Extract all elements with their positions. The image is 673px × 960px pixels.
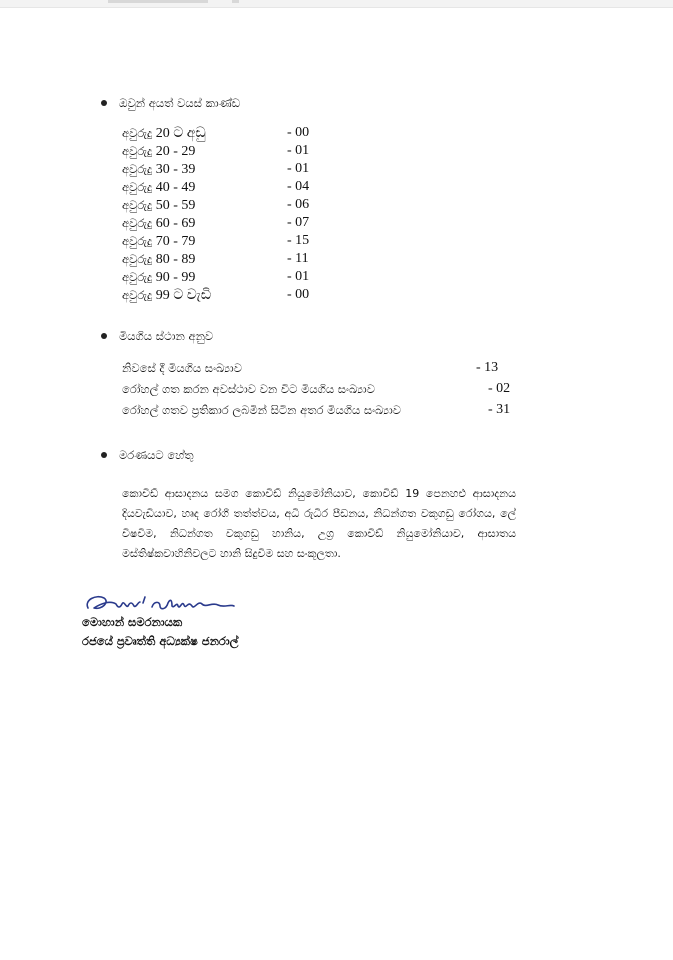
place-row bbox=[122, 358, 522, 378]
age-prefix: අවුරුදු bbox=[122, 126, 156, 140]
signatory-name: මොහාන් සමරනායක bbox=[82, 615, 183, 629]
age-range: 99 ට වැඩි bbox=[155, 288, 212, 303]
age-row bbox=[122, 250, 322, 268]
age-section-heading bbox=[101, 96, 240, 110]
age-range: 60 - 69 bbox=[155, 216, 196, 231]
age-count: - 01 bbox=[287, 269, 310, 284]
age-prefix: අවුරුදු bbox=[122, 198, 156, 212]
age-prefix: අවුරුදු bbox=[122, 216, 156, 230]
place-section-heading bbox=[101, 329, 213, 343]
age-count: - 00 bbox=[287, 287, 310, 302]
cause-heading-text: මරණයට හේතු bbox=[119, 448, 194, 462]
age-count: - 15 bbox=[287, 233, 310, 248]
place-label: නිවසේ දී මියගිය සංඛ්‍යාව bbox=[122, 361, 242, 375]
cause-section-heading bbox=[101, 448, 194, 462]
age-row bbox=[122, 178, 322, 196]
age-range: 80 - 89 bbox=[155, 252, 196, 267]
bullet-icon bbox=[101, 333, 107, 339]
cause-paragraph: කොවිඩ් ආසාදනය සමග කොවිඩ් නියුමෝනියාව, කොවිඩ් 19 පෙනහළු ආසාදනය දියවැඩියාව, හෘද රෝගී තත්ත්වය, අධි රුධිර පීඩනය, නිධන්ගත වකුගඩු රෝගය, ලේ විෂවීම, නිධන්ගත වකුගඩු හානිය, උග්‍ර කොවිඩ් නියුමෝනියාව, ආසාතය මස්තිෂ්කවාහිනිවලට හානි සිදුවීම සහ සංකූලතා. bbox=[122, 487, 516, 560]
age-heading-text: ඔවුන් අයත් වයස් කාණ්ඩ bbox=[119, 96, 241, 110]
age-prefix: අවුරුදු bbox=[122, 144, 156, 158]
signatory-title: රජයේ ප්‍රවෘත්ති අධ්‍යක්ෂ ජනරාල් bbox=[82, 634, 239, 648]
bullet-icon bbox=[101, 452, 107, 458]
age-row bbox=[122, 142, 322, 160]
top-edge-mark bbox=[232, 0, 239, 3]
age-range: 20 ට අඩු bbox=[155, 126, 206, 141]
age-count: - 01 bbox=[287, 161, 310, 176]
age-range: 20 - 29 bbox=[155, 144, 196, 159]
place-row bbox=[122, 379, 522, 399]
age-prefix: අවුරුදු bbox=[122, 180, 156, 194]
place-label: රෝහල් ගත කරන අවස්ථාව වන විට මියගිය සංඛ්‍යාව bbox=[122, 382, 375, 396]
age-row bbox=[122, 124, 322, 142]
age-range: 50 - 59 bbox=[155, 198, 196, 213]
age-count: - 04 bbox=[287, 179, 310, 194]
age-count: - 01 bbox=[287, 143, 310, 158]
age-count: - 11 bbox=[287, 251, 309, 266]
top-edge-strip bbox=[0, 0, 673, 8]
age-row bbox=[122, 268, 322, 286]
place-count: - 02 bbox=[488, 381, 511, 396]
age-count: - 06 bbox=[287, 197, 310, 212]
age-range: 70 - 79 bbox=[155, 234, 196, 249]
age-row bbox=[122, 160, 322, 178]
age-range: 40 - 49 bbox=[155, 180, 196, 195]
age-prefix: අවුරුදු bbox=[122, 162, 156, 176]
top-edge-mark bbox=[108, 0, 208, 3]
age-prefix: අවුරුදු bbox=[122, 270, 156, 284]
age-prefix: අවුරුදු bbox=[122, 234, 156, 248]
age-row bbox=[122, 232, 322, 250]
age-row bbox=[122, 214, 322, 232]
place-label: රෝහල් ගතව ප්‍රතිකාර ලබමින් සිටින අතර මියගිය සංඛ්‍යාව bbox=[122, 403, 402, 417]
age-count: - 07 bbox=[287, 215, 310, 230]
age-range: 90 - 99 bbox=[155, 270, 196, 285]
place-count: - 31 bbox=[488, 402, 511, 417]
age-row bbox=[122, 196, 322, 214]
place-row bbox=[122, 400, 522, 420]
age-prefix: අවුරුදු bbox=[122, 288, 156, 302]
age-row bbox=[122, 286, 322, 304]
age-prefix: අවුරුදු bbox=[122, 252, 156, 266]
bullet-icon bbox=[101, 100, 107, 106]
age-range: 30 - 39 bbox=[155, 162, 196, 177]
age-count: - 00 bbox=[287, 125, 310, 140]
place-heading-text: මියගිය ස්ථාන අනුව bbox=[119, 329, 214, 343]
place-count: - 13 bbox=[476, 360, 499, 375]
